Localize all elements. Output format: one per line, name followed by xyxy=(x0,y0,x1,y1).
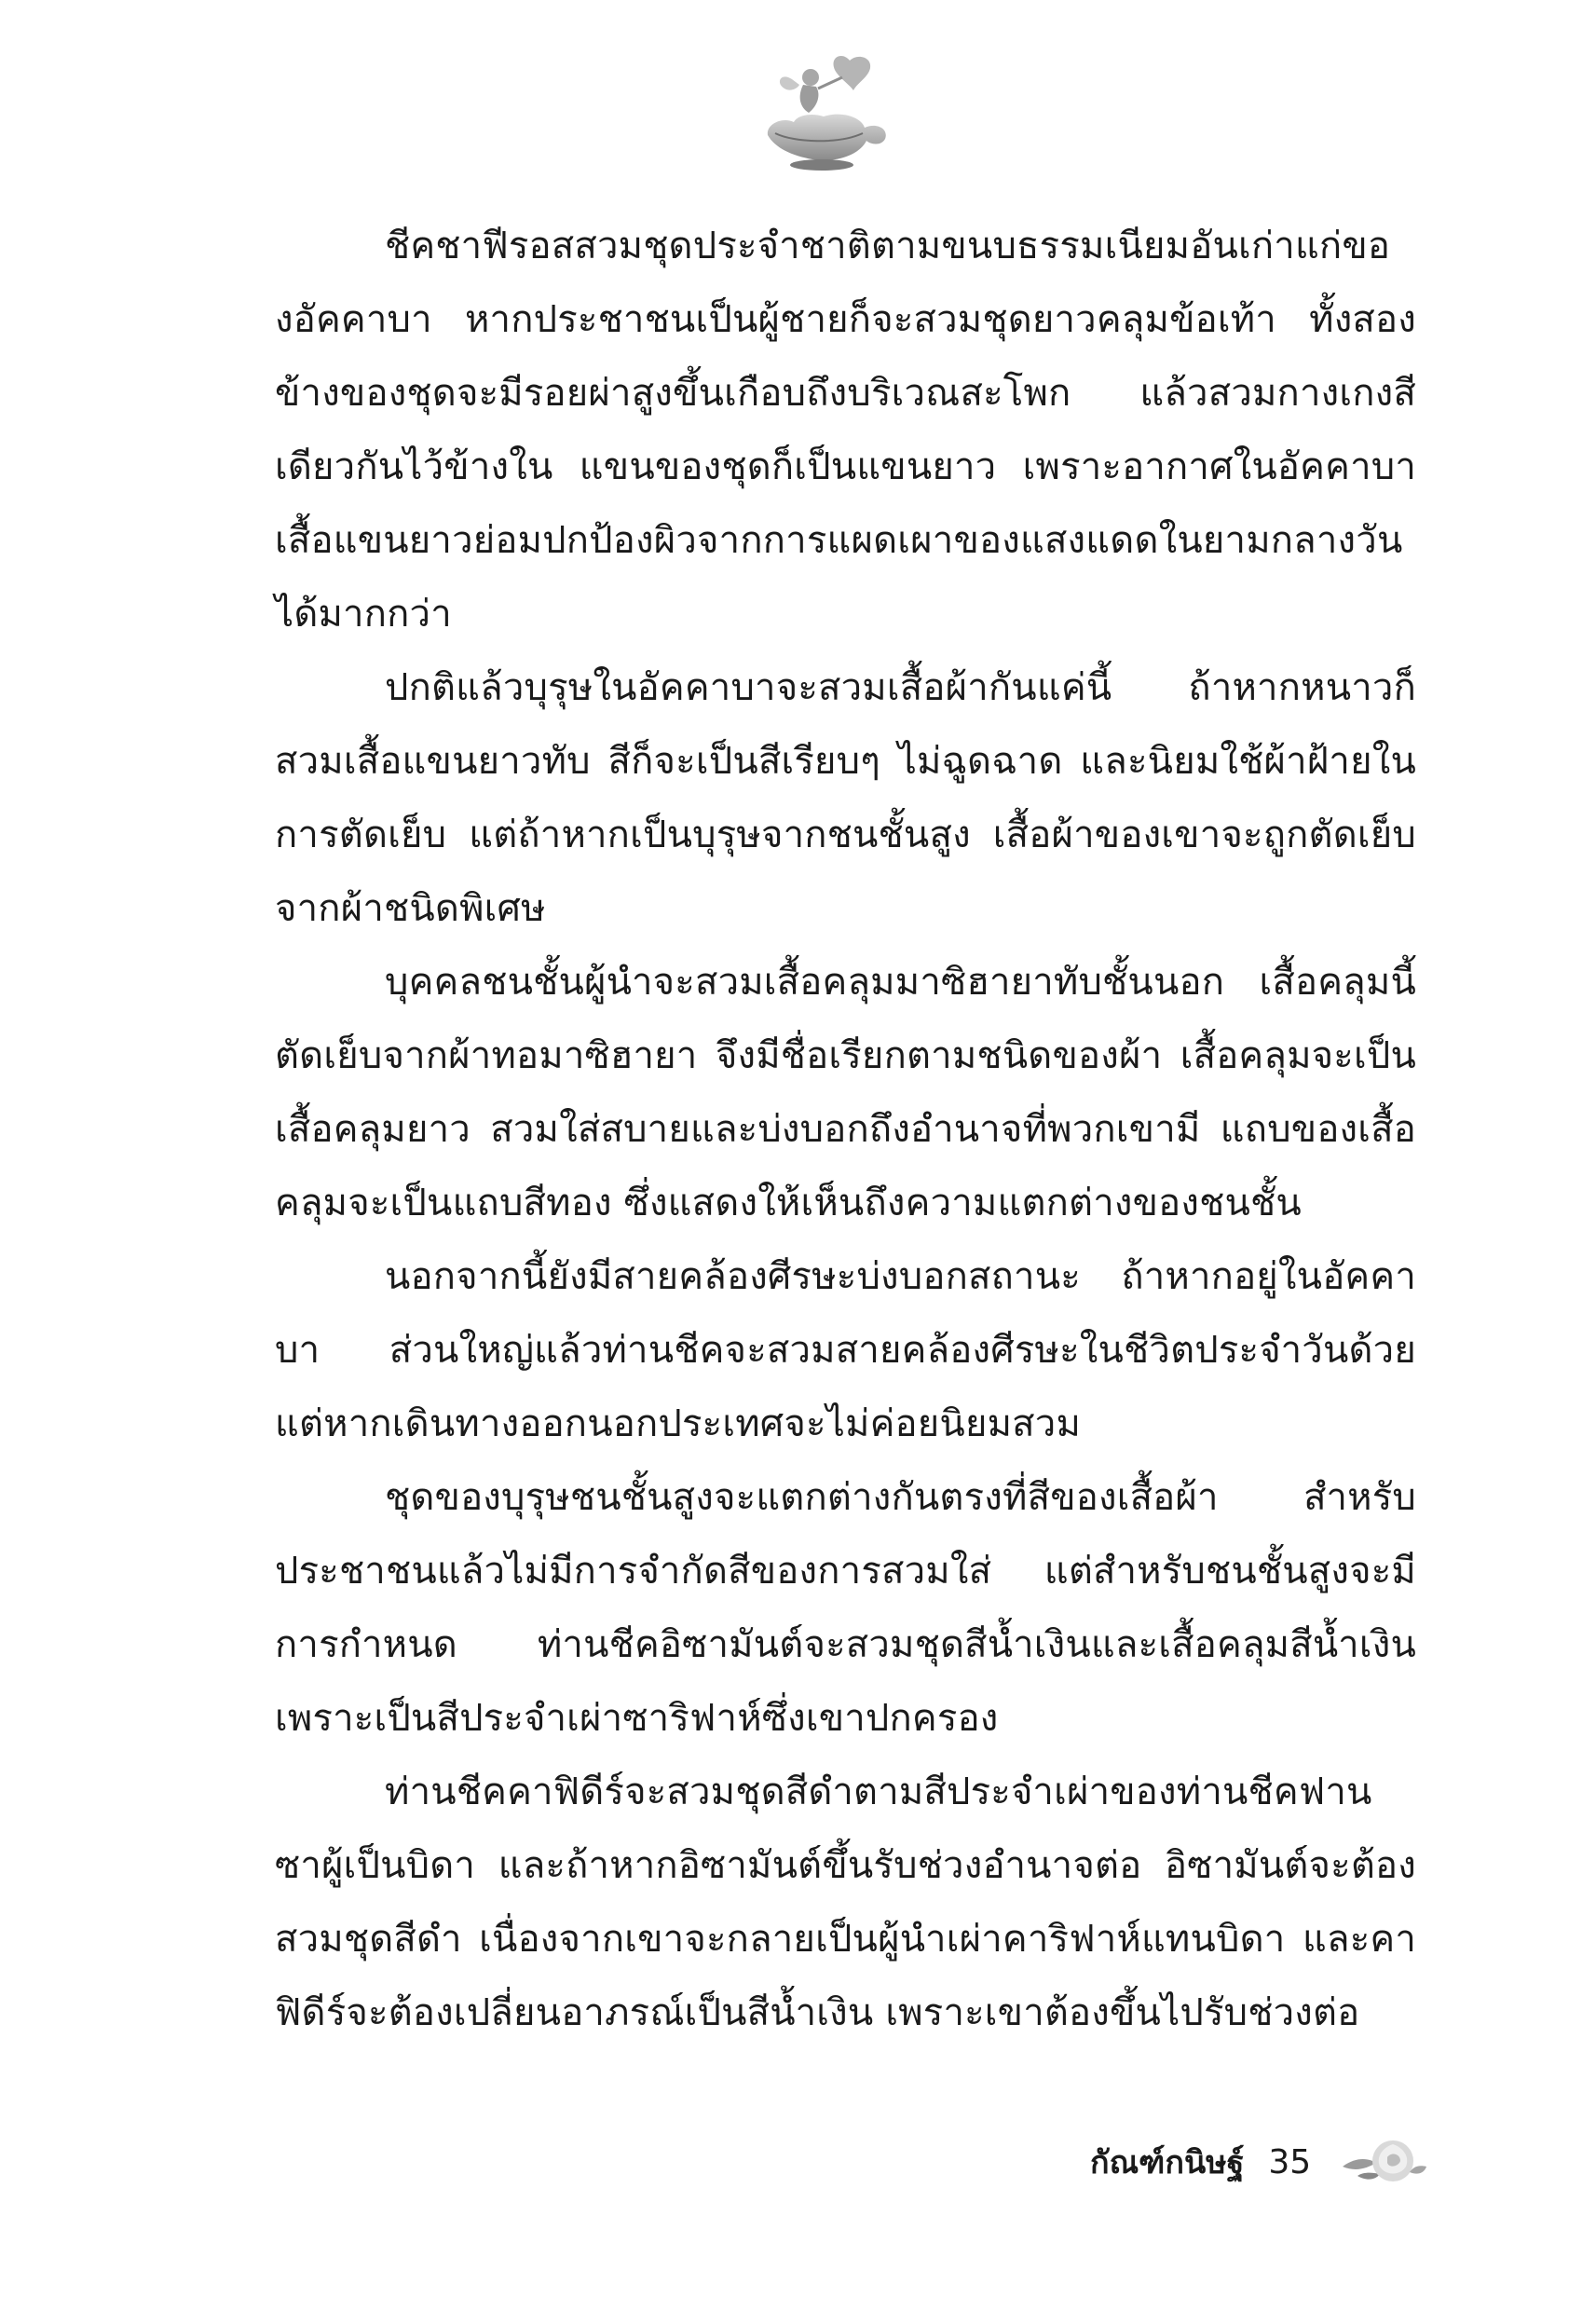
paragraph-5: ชุดของบุรุษชนชั้นสูงจะแตกต่างกันตรงที่สีของเสื้อผ้า สำหรับประชาชนแล้วไม่มีการจำกัดสีของการสวมใส่ แต่สำหรับชนชั้นสูงจะมีการกำหนด ท่านชีคอิซามันต์จะสวมชุดสีน้ำเงินและเสื้อคลุมสีน้ำเงิน เพราะเป็นสีประจำเผ่าซาริฟาห์ซึ่งเขาปกครอง xyxy=(275,1476,1416,1740)
paragraph-6: ท่านชีคคาฟิดีร์จะสวมชุดสีดำตามสีประจำเผ่าของท่านชีคฟานซาผู้เป็นบิดา และถ้าหากอิซามันต์ขึ้นรับช่วงอำนาจต่อ อิซามันต์จะต้องสวมชุดสีดำ เนื่องจากเขาจะกลายเป็นผู้นำเผ่าคาริฟาห์แทนบิดา และคาฟิดีร์จะต้องเปลี่ยนอาภรณ์เป็นสีน้ำเงิน เพราะเขาต้องขึ้นไปรับช่วงต่อ xyxy=(275,1771,1416,2034)
paragraph-3: บุคคลชนชั้นผู้นำจะสวมเสื้อคลุมมาซิฮายาทับชั้นนอก เสื้อคลุมนี้ตัดเย็บจากผ้าทอมาซิฮายา จึงมีชื่อเรียกตามชนิดของผ้า เสื้อคลุมจะเป็นเสื้อคลุมยาว สวมใส่สบายและบ่งบอกถึงอำนาจที่พวกเขามี แถบของเสื้อคลุมจะเป็นแถบสีทอง ซึ่งแสดงให้เห็นถึงความแตกต่างของชนชั้น xyxy=(275,961,1416,1224)
book-title: กัณฑ์กนิษฐ์ xyxy=(1090,2144,1245,2181)
paragraph-4: นอกจากนี้ยังมีสายคล้องศีรษะบ่งบอกสถานะ ถ้าหากอยู่ในอัคคาบา ส่วนใหญ่แล้วท่านชีคจะสวมสายคล้องศีรษะในชีวิตประจำวันด้วย แต่หากเดินทางออกนอกประเทศจะไม่ค่อยนิยมสวม xyxy=(275,1255,1416,1445)
rose-ornament-icon xyxy=(1339,2135,1428,2189)
cupid-lamp-ornament-icon xyxy=(757,51,896,172)
page-number: 35 xyxy=(1268,2142,1312,2181)
page-footer xyxy=(1090,2134,1428,2190)
paragraph-2: ปกติแล้วบุรุษในอัคคาบาจะสวมเสื้อผ้ากันแค่นี้ ถ้าหากหนาวก็สวมเสื้อแขนยาวทับ สีก็จะเป็นสีเรียบๆ ไม่ฉูดฉาด และนิยมใช้ผ้าฝ้ายในการตัดเย็บ แต่ถ้าหากเป็นบุรุษจากชนชั้นสูง เสื้อผ้าของเขาจะถูกตัดเย็บจากผ้าชนิดพิเศษ xyxy=(275,666,1416,930)
paragraph-1: ชีคชาฟีรอสสวมชุดประจำชาติตามขนบธรรมเนียมอันเก่าแก่ของอัคคาบา หากประชาชนเป็นผู้ชายก็จะสวมชุดยาวคลุมข้อเท้า ทั้งสองข้างของชุดจะมีรอยผ่าสูงขึ้นเกือบถึงบริเวณสะโพก แล้วสวมกางเกงสีเดียวกันไว้ข้างใน แขนของชุดก็เป็นแขนยาว เพราะอากาศในอัคคาบา เสื้อแขนยาวย่อมปกป้องผิวจากการแผดเผาของแสงแดดในยามกลางวันได้มากกว่า xyxy=(275,225,1416,636)
body-text xyxy=(275,210,1416,2050)
